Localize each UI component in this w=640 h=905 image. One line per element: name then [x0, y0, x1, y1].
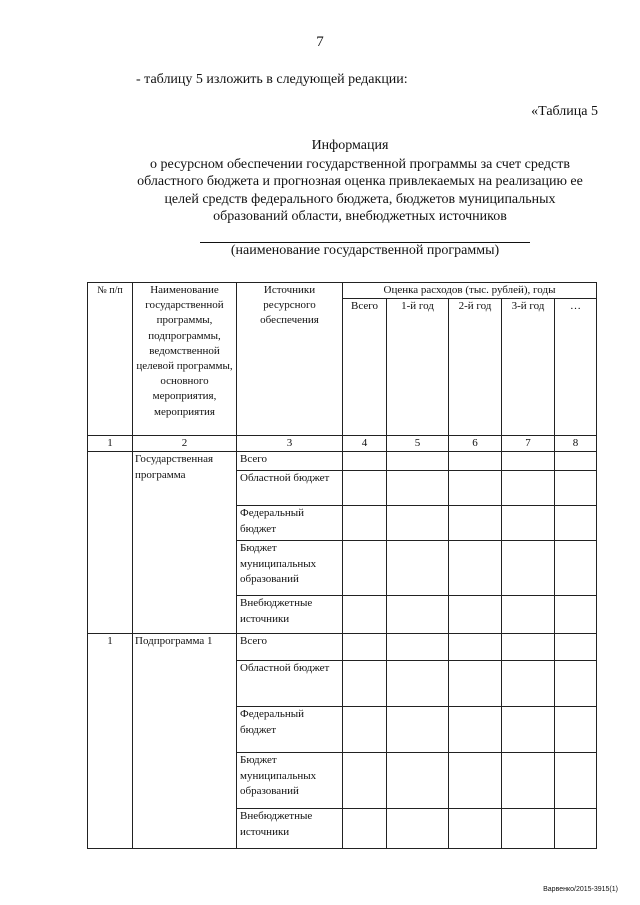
source-cell: Областной бюджет — [237, 471, 343, 506]
value-cell — [502, 506, 555, 541]
source-cell: Бюджет муниципальных образований — [237, 753, 343, 809]
column-number: 2 — [133, 436, 237, 452]
value-cell — [449, 753, 502, 809]
value-cell — [387, 707, 449, 753]
row-number — [88, 452, 133, 634]
source-cell: Бюджет муниципальных образований — [237, 541, 343, 596]
header-sources: Источники ресурсного обеспечения — [237, 283, 343, 436]
value-cell — [555, 452, 597, 471]
column-number: 3 — [237, 436, 343, 452]
value-cell — [387, 634, 449, 661]
value-cell — [449, 506, 502, 541]
info-line: областного бюджета и прогнозная оценка привлекаемых на реализацию ее — [137, 174, 583, 190]
value-cell — [449, 707, 502, 753]
value-cell — [449, 634, 502, 661]
value-cell — [555, 634, 597, 661]
header-total: Всего — [343, 299, 387, 436]
source-cell: Областной бюджет — [237, 661, 343, 707]
value-cell — [502, 596, 555, 634]
column-number: 4 — [343, 436, 387, 452]
header-year-2: 2-й год — [449, 299, 502, 436]
value-cell — [502, 471, 555, 506]
info-subtitle — [100, 156, 620, 226]
value-cell — [343, 596, 387, 634]
value-cell — [343, 634, 387, 661]
source-cell: Федеральный бюджет — [237, 506, 343, 541]
info-line: о ресурсном обеспечении государственной программы за счет средств — [150, 157, 570, 172]
value-cell — [502, 809, 555, 849]
program-name-caption: (наименование государственной программы) — [230, 243, 500, 258]
value-cell — [449, 541, 502, 596]
value-cell — [387, 471, 449, 506]
source-cell: Федеральный бюджет — [237, 707, 343, 753]
header-more-years: … — [555, 299, 597, 436]
column-number: 7 — [502, 436, 555, 452]
header-costs: Оценка расходов (тыс. рублей), годы — [343, 283, 597, 299]
value-cell — [387, 809, 449, 849]
column-number: 8 — [555, 436, 597, 452]
source-cell: Всего — [237, 634, 343, 661]
value-cell — [555, 753, 597, 809]
value-cell — [449, 809, 502, 849]
value-cell — [555, 506, 597, 541]
value-cell — [449, 661, 502, 707]
value-cell — [387, 596, 449, 634]
value-cell — [555, 541, 597, 596]
value-cell — [343, 809, 387, 849]
info-title: Информация — [311, 138, 389, 153]
value-cell — [343, 452, 387, 471]
source-cell: Всего — [237, 452, 343, 471]
value-cell — [502, 541, 555, 596]
value-cell — [387, 541, 449, 596]
source-cell: Внебюджетные источники — [237, 809, 343, 849]
page-number: 7 — [316, 34, 324, 50]
value-cell — [555, 471, 597, 506]
value-cell — [502, 634, 555, 661]
header-year-1: 1-й год — [387, 299, 449, 436]
column-number: 6 — [449, 436, 502, 452]
column-number: 1 — [88, 436, 133, 452]
value-cell — [343, 753, 387, 809]
value-cell — [502, 753, 555, 809]
header-year-3: 3-й год — [502, 299, 555, 436]
row-number: 1 — [88, 634, 133, 849]
value-cell — [502, 707, 555, 753]
value-cell — [502, 452, 555, 471]
value-cell — [387, 661, 449, 707]
resource-table — [87, 282, 597, 849]
value-cell — [449, 596, 502, 634]
value-cell — [343, 471, 387, 506]
value-cell — [343, 661, 387, 707]
value-cell — [555, 809, 597, 849]
header-num: № п/п — [88, 283, 133, 436]
value-cell — [343, 707, 387, 753]
column-number: 5 — [387, 436, 449, 452]
value-cell — [449, 471, 502, 506]
value-cell — [387, 506, 449, 541]
header-name: Наименование государственной программы, подпрограммы, ведомственной целевой программы, основного мероприятия, мероприятия — [133, 283, 237, 436]
info-line: образований области, внебюджетных источников — [213, 209, 507, 225]
row-name: Подпрограмма 1 — [133, 634, 237, 849]
value-cell — [387, 452, 449, 471]
document-code: Варвенко/2015-3915(1) — [543, 886, 618, 893]
value-cell — [343, 541, 387, 596]
info-line: целей средств федерального бюджета, бюджетов муниципальных — [164, 191, 556, 207]
value-cell — [555, 707, 597, 753]
intro-text: - таблицу 5 изложить в следующей редакции: — [136, 72, 408, 87]
value-cell — [502, 661, 555, 707]
value-cell — [449, 452, 502, 471]
table-label: «Таблица 5 — [531, 104, 598, 119]
value-cell — [555, 661, 597, 707]
value-cell — [555, 596, 597, 634]
value-cell — [343, 506, 387, 541]
source-cell: Внебюджетные источники — [237, 596, 343, 634]
value-cell — [387, 753, 449, 809]
row-name: Государственная программа — [133, 452, 237, 634]
